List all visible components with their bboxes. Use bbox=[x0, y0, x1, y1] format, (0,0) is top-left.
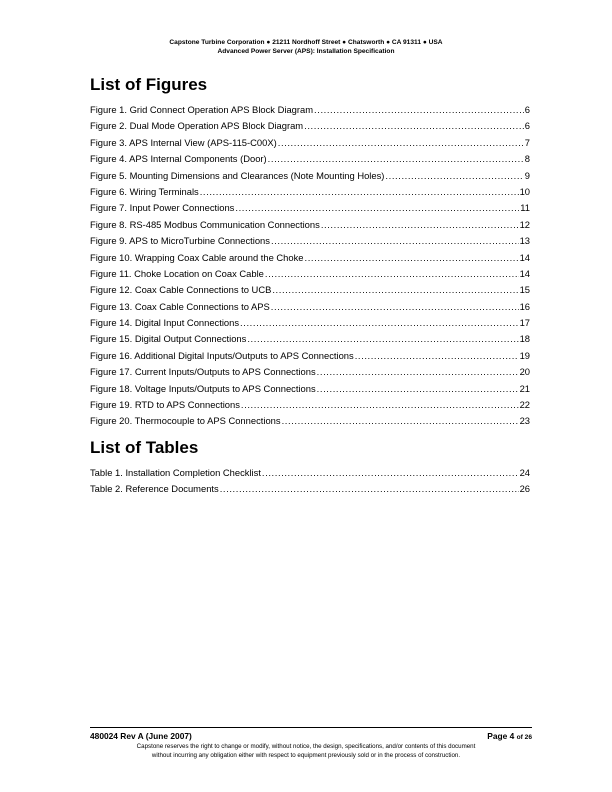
toc-dot-leader bbox=[305, 252, 519, 263]
footer-disclaimer bbox=[0, 743, 612, 760]
toc-entry-page: 26 bbox=[519, 483, 530, 495]
toc-entry-page: 19 bbox=[519, 349, 530, 361]
toc-dot-leader bbox=[265, 268, 519, 279]
toc-dot-leader bbox=[235, 202, 519, 213]
toc-entry-label: Figure 5. Mounting Dimensions and Clearances (Note Mounting Holes) bbox=[90, 169, 385, 181]
footer-page-label: Page 4 bbox=[487, 731, 515, 741]
header-company-address: Capstone Turbine Corporation ● 21211 Nordhoff Street ● Chatsworth ● CA 91311 ● USA bbox=[169, 39, 443, 46]
toc-entry-page: 13 bbox=[519, 235, 530, 247]
toc-dot-leader bbox=[278, 137, 524, 148]
toc-entry-label: Figure 15. Digital Output Connections bbox=[90, 333, 247, 345]
toc-entry-label: Figure 16. Additional Digital Inputs/Outputs to APS Connections bbox=[90, 349, 354, 361]
toc-entry-label: Figure 9. APS to MicroTurbine Connections bbox=[90, 235, 270, 247]
toc-dot-leader bbox=[355, 350, 519, 361]
toc-entry-label: Figure 7. Input Power Connections bbox=[90, 202, 235, 214]
figure-toc-entry[interactable] bbox=[90, 333, 530, 349]
footer-page-total: of 26 bbox=[516, 734, 532, 741]
figure-toc-entry[interactable] bbox=[90, 252, 530, 268]
figure-toc-entry[interactable] bbox=[90, 202, 530, 218]
toc-entry-label: Figure 14. Digital Input Connections bbox=[90, 317, 240, 329]
figure-toc-entry[interactable] bbox=[90, 153, 530, 169]
toc-dot-leader bbox=[247, 333, 518, 344]
header-document-title: Advanced Power Server (APS): Installation Specification bbox=[217, 48, 395, 55]
toc-entry-page: 7 bbox=[524, 136, 530, 148]
toc-entry-page: 6 bbox=[524, 120, 530, 132]
toc-entry-label: Figure 4. APS Internal Components (Door) bbox=[90, 153, 267, 165]
toc-entry-page: 14 bbox=[519, 267, 530, 279]
toc-dot-leader bbox=[271, 301, 519, 312]
toc-entry-label: Figure 3. APS Internal View (APS-115-C00X) bbox=[90, 136, 277, 148]
toc-entry-label: Figure 8. RS-485 Modbus Communication Connections bbox=[90, 218, 320, 230]
toc-entry-page: 15 bbox=[519, 284, 530, 296]
list-of-tables-heading: List of Tables bbox=[90, 438, 199, 457]
toc-entry-page: 17 bbox=[519, 317, 530, 329]
toc-entry-page: 24 bbox=[519, 467, 530, 478]
toc-entry-page: 6 bbox=[524, 104, 530, 115]
figure-toc-entry[interactable] bbox=[90, 284, 530, 300]
toc-entry-label: Figure 17. Current Inputs/Outputs to APS Connections bbox=[90, 366, 316, 378]
list-of-figures-heading: List of Figures bbox=[90, 75, 208, 94]
toc-entry-page: 23 bbox=[519, 415, 530, 427]
toc-entry-page: 9 bbox=[524, 169, 530, 181]
toc-dot-leader bbox=[321, 219, 519, 230]
figure-toc-entry[interactable] bbox=[90, 120, 530, 136]
toc-entry-label: Figure 18. Voltage Inputs/Outputs to APS Connections bbox=[90, 382, 316, 394]
figure-toc-entry[interactable] bbox=[90, 383, 530, 399]
figure-toc-entry[interactable] bbox=[90, 170, 530, 186]
figure-toc-entry[interactable] bbox=[90, 350, 530, 366]
toc-dot-leader bbox=[271, 235, 519, 246]
figure-toc-entry[interactable] bbox=[90, 415, 530, 431]
toc-dot-leader bbox=[241, 399, 519, 410]
toc-dot-leader bbox=[220, 483, 519, 494]
footer-divider bbox=[90, 727, 532, 728]
figure-toc-entry[interactable] bbox=[90, 317, 530, 333]
toc-dot-leader bbox=[282, 415, 519, 426]
toc-entry-page: 10 bbox=[519, 185, 530, 197]
figure-toc-entry[interactable] bbox=[90, 235, 530, 251]
toc-entry-page: 22 bbox=[519, 399, 530, 411]
toc-dot-leader bbox=[314, 104, 524, 115]
toc-entry-page: 16 bbox=[519, 300, 530, 312]
toc-dot-leader bbox=[240, 317, 519, 328]
toc-entry-label: Figure 6. Wiring Terminals bbox=[90, 185, 199, 197]
figure-toc-entry[interactable] bbox=[90, 219, 530, 235]
footer-page-number bbox=[487, 731, 532, 741]
toc-entry-label: Table 2. Reference Documents bbox=[90, 483, 219, 495]
disclaimer-line-2: without incurring any obligation either with respect to equipment previously sold or in the process of construction. bbox=[151, 751, 461, 759]
toc-dot-leader bbox=[268, 153, 524, 164]
toc-entry-label: Figure 1. Grid Connect Operation APS Block Diagram bbox=[90, 104, 314, 115]
footer-document-id: 480024 Rev A (June 2007) bbox=[90, 731, 192, 741]
toc-entry-label: Figure 11. Choke Location on Coax Cable bbox=[90, 267, 264, 279]
toc-entry-page: 11 bbox=[520, 202, 530, 214]
toc-entry-page: 20 bbox=[519, 366, 530, 378]
toc-entry-label: Figure 20. Thermocouple to APS Connections bbox=[90, 415, 281, 427]
toc-dot-leader bbox=[317, 383, 519, 394]
figure-toc-entry[interactable] bbox=[90, 366, 530, 382]
toc-dot-leader bbox=[317, 366, 519, 377]
table-toc-entry[interactable] bbox=[90, 467, 530, 483]
page-header bbox=[0, 38, 612, 56]
figure-toc-entry[interactable] bbox=[90, 268, 530, 284]
toc-entry-page: 14 bbox=[519, 251, 530, 263]
toc-dot-leader bbox=[200, 186, 519, 197]
tables-list bbox=[90, 467, 530, 500]
disclaimer-line-1: Capstone reserves the right to change or modify, without notice, the design, specifications, and/or contents of this document bbox=[136, 743, 476, 750]
toc-entry-page: 18 bbox=[519, 333, 530, 345]
toc-entry-label: Figure 19. RTD to APS Connections bbox=[90, 399, 240, 411]
toc-entry-label: Figure 10. Wrapping Coax Cable around the Choke bbox=[90, 251, 304, 263]
toc-dot-leader bbox=[272, 284, 518, 295]
figure-toc-entry[interactable] bbox=[90, 137, 530, 153]
toc-entry-page: 12 bbox=[519, 218, 530, 230]
figures-list bbox=[90, 104, 530, 432]
figure-toc-entry[interactable] bbox=[90, 186, 530, 202]
toc-entry-page: 8 bbox=[524, 153, 530, 165]
figure-toc-entry[interactable] bbox=[90, 399, 530, 415]
toc-dot-leader bbox=[304, 120, 524, 131]
toc-dot-leader bbox=[262, 467, 519, 478]
table-toc-entry[interactable] bbox=[90, 483, 530, 499]
toc-dot-leader bbox=[385, 170, 523, 181]
toc-entry-label: Figure 2. Dual Mode Operation APS Block Diagram bbox=[90, 120, 304, 132]
figure-toc-entry[interactable] bbox=[90, 104, 530, 120]
toc-entry-label: Figure 12. Coax Cable Connections to UCB bbox=[90, 284, 272, 296]
toc-entry-label: Figure 13. Coax Cable Connections to APS bbox=[90, 300, 270, 312]
figure-toc-entry[interactable] bbox=[90, 301, 530, 317]
toc-entry-label: Table 1. Installation Completion Checklist bbox=[90, 467, 261, 478]
toc-entry-page: 21 bbox=[519, 382, 530, 394]
